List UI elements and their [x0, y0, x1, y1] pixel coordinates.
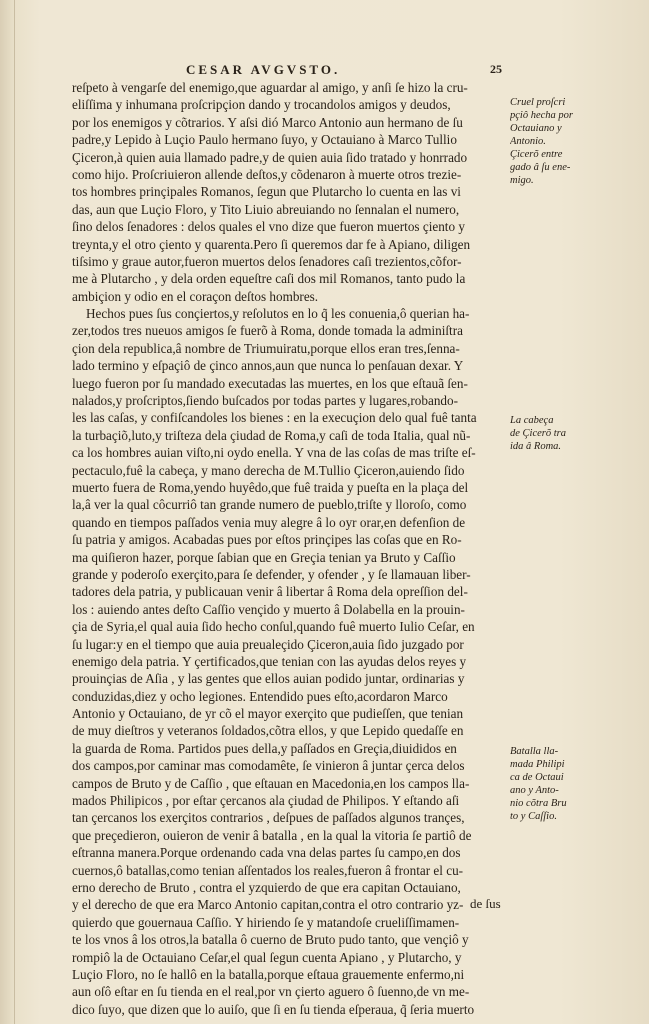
text-line: y el derecho de que era Marco Antonio capitan,contra el otro contrario yz- — [72, 897, 464, 913]
text-line: enemigo dela patria. Y çertificados,que tenian con las ayudas delos reyes y — [72, 653, 467, 669]
text-line: ma quiſieron hazer, porque ſabian que en Greçia tenian ya Bruto y Caſſio — [72, 549, 456, 565]
margin-note-line: Çicerõ entre — [510, 149, 563, 160]
margin-note-line: nio cõtra Bru — [510, 798, 567, 809]
text-line: pectaculo,fuê la cabeça, y mano derecha de M.Tullio Çiceron,auiendo ſido — [72, 462, 465, 478]
text-line: de muy dieſtros y veteranos ſoldados,cõtra ellos, y que Lepido quedaſſe en — [72, 723, 464, 739]
text-line: erno derecho de Bruto , contra el yzquierdo de que era capitan Octauiano, — [72, 879, 461, 895]
text-line: dos campos,por caminar mas comodamête, ſe vinieron â juntar çerca delos — [72, 758, 465, 774]
text-line: çia de Syria,el qual auia ſido hecho conſul,quando fuê muerto Iulio Ceſar, en — [72, 619, 475, 635]
text-line: la guarda de Roma. Partidos pues della,y paſſados en Greçia,diuididos en — [72, 740, 457, 756]
text-line: quierdo que gouernaua Caſſio. Y hiriendo ſe y matandoſe crueliſſimamen- — [72, 914, 460, 930]
body-text — [72, 79, 508, 1018]
text-line: campos de Bruto y de Caſſio , que eſtauan en Macedonia,en los campos lla- — [72, 775, 470, 791]
margin-note-philippi — [510, 745, 586, 823]
text-line: nalados,y proſcriptos,ſiendo buſcados por todas partes y lugares,robando- — [72, 393, 459, 409]
text-line: eſtranna manera.Porque ordenando cada vna delas partes ſu campo,en dos — [72, 845, 461, 861]
text-line: Hechos pues ſus conçiertos,y reſolutos en lo q̃ les conuenia,ô querian ha- — [86, 306, 470, 322]
text-line: luego fueron por ſu mandado executadas las muertes, en los que eſtauã ſen- — [72, 375, 468, 391]
margin-note-cicero-head — [510, 414, 586, 453]
margin-note-line: ca de Octaui — [510, 772, 564, 783]
text-line: tiſsimo y graue autor,fueron muertos delos ſenadores caſi trezientos,cõfor- — [72, 253, 462, 269]
margin-note-line: Cruel proſcri — [510, 97, 566, 108]
text-line: los : auiendo antes deſto Caſſio vençido y muerto â Dolabella en la prouin- — [72, 601, 465, 617]
text-line: çion dela republica,â nombre de Triumuiratu,porque ellos eran tres,ſenna- — [72, 340, 460, 356]
text-line: por los enemigos y cõtrarios. Y aſsi dió Marco Antonio aun hermano de ſu — [72, 114, 463, 130]
text-line: eliſſima y inhumana proſcripçion dando y trocandolos amigos y deudos, — [72, 97, 451, 113]
text-line: padre,y Lepido à Luçio Paulo hermano ſuyo, y Octauiano à Marco Tullio — [72, 132, 457, 148]
catchword: de ſus — [470, 896, 501, 911]
margin-note-line: gado â ſu ene- — [510, 162, 571, 173]
text-line: tan çercanos los exerçitos contrarios , deſpues de paſſados algunos trançes, — [72, 810, 465, 826]
text-line: te los vnos â los otros,la batalla ô cuerno de Bruto pudo tanto, que vençiô y — [72, 932, 469, 948]
text-line: tos hombres prinçipales Romanos, ſegun que Plutarcho lo cuenta en las vi — [72, 184, 461, 200]
page-number: 25 — [490, 62, 502, 76]
text-line: conduzidas,diez y ocho legiones. Entendido pues eſto,acordaron Marco — [72, 688, 448, 704]
text-line: ſino delos ſenadores : delos quales el vno dize que fueron muertos çiento y — [72, 219, 465, 235]
margin-note-line: La cabeça — [510, 415, 554, 426]
text-line: reſpeto à vengarſe del enemigo,que aguardar al amigo, y anſi ſe hizo la cru- — [72, 80, 468, 95]
text-line: la turbaçiõ,luto,y triſteza dela çiudad de Roma,y caſi de toda Italia, qual nũ- — [72, 427, 471, 443]
text-line: cuernos,ô batallas,como tenian aſſentados los reales,fueron â frontar el cu- — [72, 862, 464, 878]
margin-note-proscription — [510, 96, 586, 187]
text-line: lado termino y eſpaçiô de çinco annos,aun que nunca lo penſauan dexar. Y — [72, 358, 464, 374]
text-line: quando en tiempos paſſados venia muy alegre â lo oyr orar,en defenſion de — [72, 514, 466, 530]
running-title: CESAR AVGVSTO. — [186, 62, 341, 77]
text-line: Çiceron,à quien auia llamado padre,y de quien auia ſido tratado y honrrado — [72, 149, 468, 165]
text-line: Luçio Floro, no ſe hallô en la batalla,porque eſtaua grauemente enfermo,ni — [72, 966, 465, 982]
text-line: prouinçias de Aſia , y las gentes que ellos auian podido juntar, ordinarias y — [72, 671, 465, 687]
text-line: tadores dela patria, y publicauan venir â libertar â Roma dela opreſſion del- — [72, 584, 468, 600]
margin-note-line: Antonio. — [510, 136, 546, 147]
margin-note-line: ano y Anto- — [510, 785, 559, 796]
margin-note-line: pçiô hecha por — [510, 110, 573, 121]
text-line: Antonio y Octauiano, de yr cõ el mayor exerçito que pudieſſen, que tenian — [72, 706, 464, 722]
text-line: muerto fuera de Roma,yendo huyêdo,que fuê traida y pueſta en la plaça del — [72, 479, 469, 495]
text-line: treynta,y el otro çiento y quarenta.Pero ſi queremos dar fe à Apiano, diligen — [72, 236, 471, 252]
margin-note-line: Batalla lla- — [510, 746, 559, 757]
text-line: mados Philipicos , por eſtar çercanos ala çiudad de Philipos. Y eſtando aſi — [72, 793, 460, 809]
text-line: aun oſô eſtar en ſu tienda en el real,por vn çierto aguero ô ſuenno,de vn me- — [72, 984, 470, 1000]
text-line: ſu lugar:y en el tiempo que auia preualeçido Çiceron,auia ſido juzgado por — [72, 636, 464, 652]
text-line: ſu patria y amigos. Acabadas pues por eſtos prinçipes las coſas que en Ro- — [72, 532, 462, 548]
margin-note-line: migo. — [510, 175, 534, 186]
text-line: zer,todos tres nueuos amigos ſe fuerõ à Roma, donde tomada la adminiſtra — [72, 323, 463, 339]
text-line: ambiçion y odio en el coraçon deſtos hombres. — [72, 288, 319, 304]
gutter-shadow — [14, 0, 15, 1024]
margin-note-line: ida â Roma. — [510, 441, 562, 452]
text-line: como hijo. Proſcriuieron allende deſtos,y cõdenaron à muerte otros trezie- — [72, 166, 462, 182]
text-line: me à Plutarcho , y dela orden equeſtre caſi dos mil Romanos, tanto pudo la — [72, 271, 466, 287]
text-line: la,â ver la qual côcurriô tan grande numero de pueblo,triſte y lloroſo, como — [72, 497, 467, 513]
running-head — [0, 62, 649, 80]
text-line: que preçedieron, ouieron de venir â batalla , en la qual la vitoria ſe partiô de — [72, 827, 472, 843]
text-line: dico ſuyo, que dizen que lo auiſo, que ſi en ſu tienda eſperaua, q̃ ſeria muerto — [72, 1001, 475, 1017]
text-line: grande y poderoſo exerçito,para ſe defender, y ofender , y ſe llamauan liber- — [72, 566, 471, 582]
text-line: ca los hombres auian viſto,ni oydo enella. Y vna de las coſas de mas triſte eſ- — [72, 445, 476, 461]
margin-note-line: de Çicerõ tra — [510, 428, 566, 439]
text-line: das, aun que Luçio Floro, y Tito Liuio abreuiando no ſennalan el numero, — [72, 201, 460, 217]
text-line: les las caſas, y confiſcandoles los bienes : en la execuçion delo qual fuê tanta — [72, 410, 477, 426]
margin-note-line: mada Philipi — [510, 759, 565, 770]
text-line: rompiô la de Octauiano Ceſar,el qual ſegun cuenta Apiano , y Plutarcho, y — [72, 949, 462, 965]
margin-note-line: Octauiano y — [510, 123, 562, 134]
margin-note-line: to y Caſſio. — [510, 811, 557, 822]
